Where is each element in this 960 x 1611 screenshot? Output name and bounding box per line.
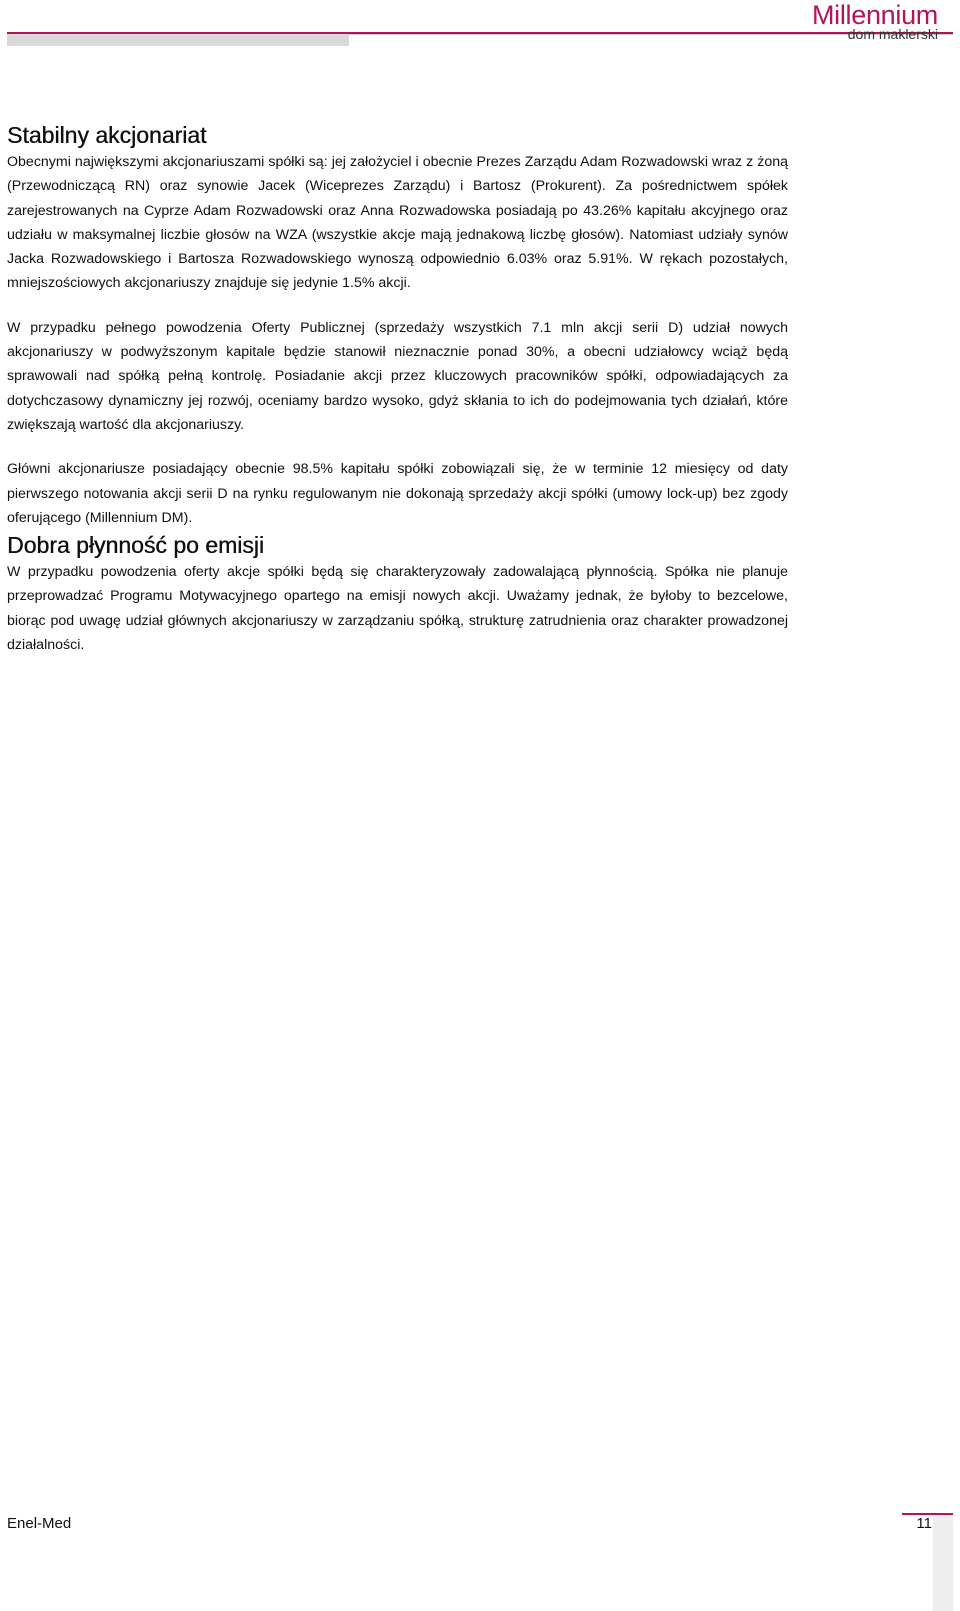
paragraph-liquidity: W przypadku powodzenia oferty akcje spółki będą się charakteryzowały zadowalającą płynnością. Spółka nie planuje przeprowadzać Programu Motywacyjnego opartego na emisji nowych akcji. Uważamy jednak, że byłoby to bezcelowe, biorąc pod uwagę udział głównych akcjonariuszy w zarządzaniu spółką, strukturę zatrudnienia oraz charakter prowadzonej działalności. bbox=[7, 564, 788, 654]
footer-side-bar bbox=[933, 1515, 953, 1611]
document-body bbox=[7, 120, 788, 657]
header-band bbox=[7, 32, 349, 46]
millennium-logo bbox=[812, 2, 938, 41]
logo-subtitle: dom maklerski bbox=[847, 26, 938, 42]
paragraph-lock-up: Główni akcjonariusze posiadający obecnie 98.5% kapitału spółki zobowiązali się, że w terminie 12 miesięcy od daty pierwszego notowania akcji serii D na rynku regulowanym nie dokonają sprzedaży akcji spółki (umowy lock-up) bez zgody oferującego (Millennium DM). bbox=[7, 461, 788, 526]
paragraph-shareholders: Obecnymi największymi akcjonariuszami spółki są: jej założyciel i obecnie Prezes Zarządu Adam Rozwadowski wraz z żoną (Przewodniczącą RN) oraz synowie Jacek (Wiceprezes Zarządu) i Bartosz (Prokurent). Za pośrednictwem spółek zarejestrowanych na Cyprze Adam Rozwadowski oraz Anna Rozwadowska posiadają po 43.26% kapitału akcyjnego oraz udziału w maksymalnej liczbie głosów na WZA (wszystkie akcje mają jednakową liczbę głosów). Natomiast udziały synów Jacka Rozwadowskiego i Bartosza Rozwadowskiego wynoszą odpowiednio 6.03% oraz 5.91%. W rękach pozostałych, mniejszościowych akcjonariuszy znajduje się jedynie 1.5% akcji. bbox=[7, 154, 788, 292]
footer-company-name: Enel-Med bbox=[7, 1515, 72, 1532]
footer-page-number: 11 bbox=[916, 1515, 932, 1532]
section-title-liquidity: Dobra płynność po emisji bbox=[7, 532, 264, 559]
logo-name: Millennium bbox=[811, 0, 938, 30]
section-title-stable-shareholders: Stabilny akcjonariat bbox=[7, 122, 207, 148]
paragraph-public-offer: W przypadku pełnego powodzenia Oferty Publicznej (sprzedaży wszystkich 7.1 mln akcji serii D) udział nowych akcjonariuszy w podwyższonym kapitale będzie stanowił nieznacznie ponad 30%, a obecni udziałowcy wciąż będą sprawowali nad spółką pełną kontrolę. Posiadanie akcji przez kluczowych pracowników spółki, odpowiadających za dotychczasowy dynamiczny jej rozwój, oceniamy bardzo wysoko, gdyż skłania to ich do podejmowania tych działań, które zwiększają wartość dla akcjonariuszy. bbox=[7, 319, 788, 433]
